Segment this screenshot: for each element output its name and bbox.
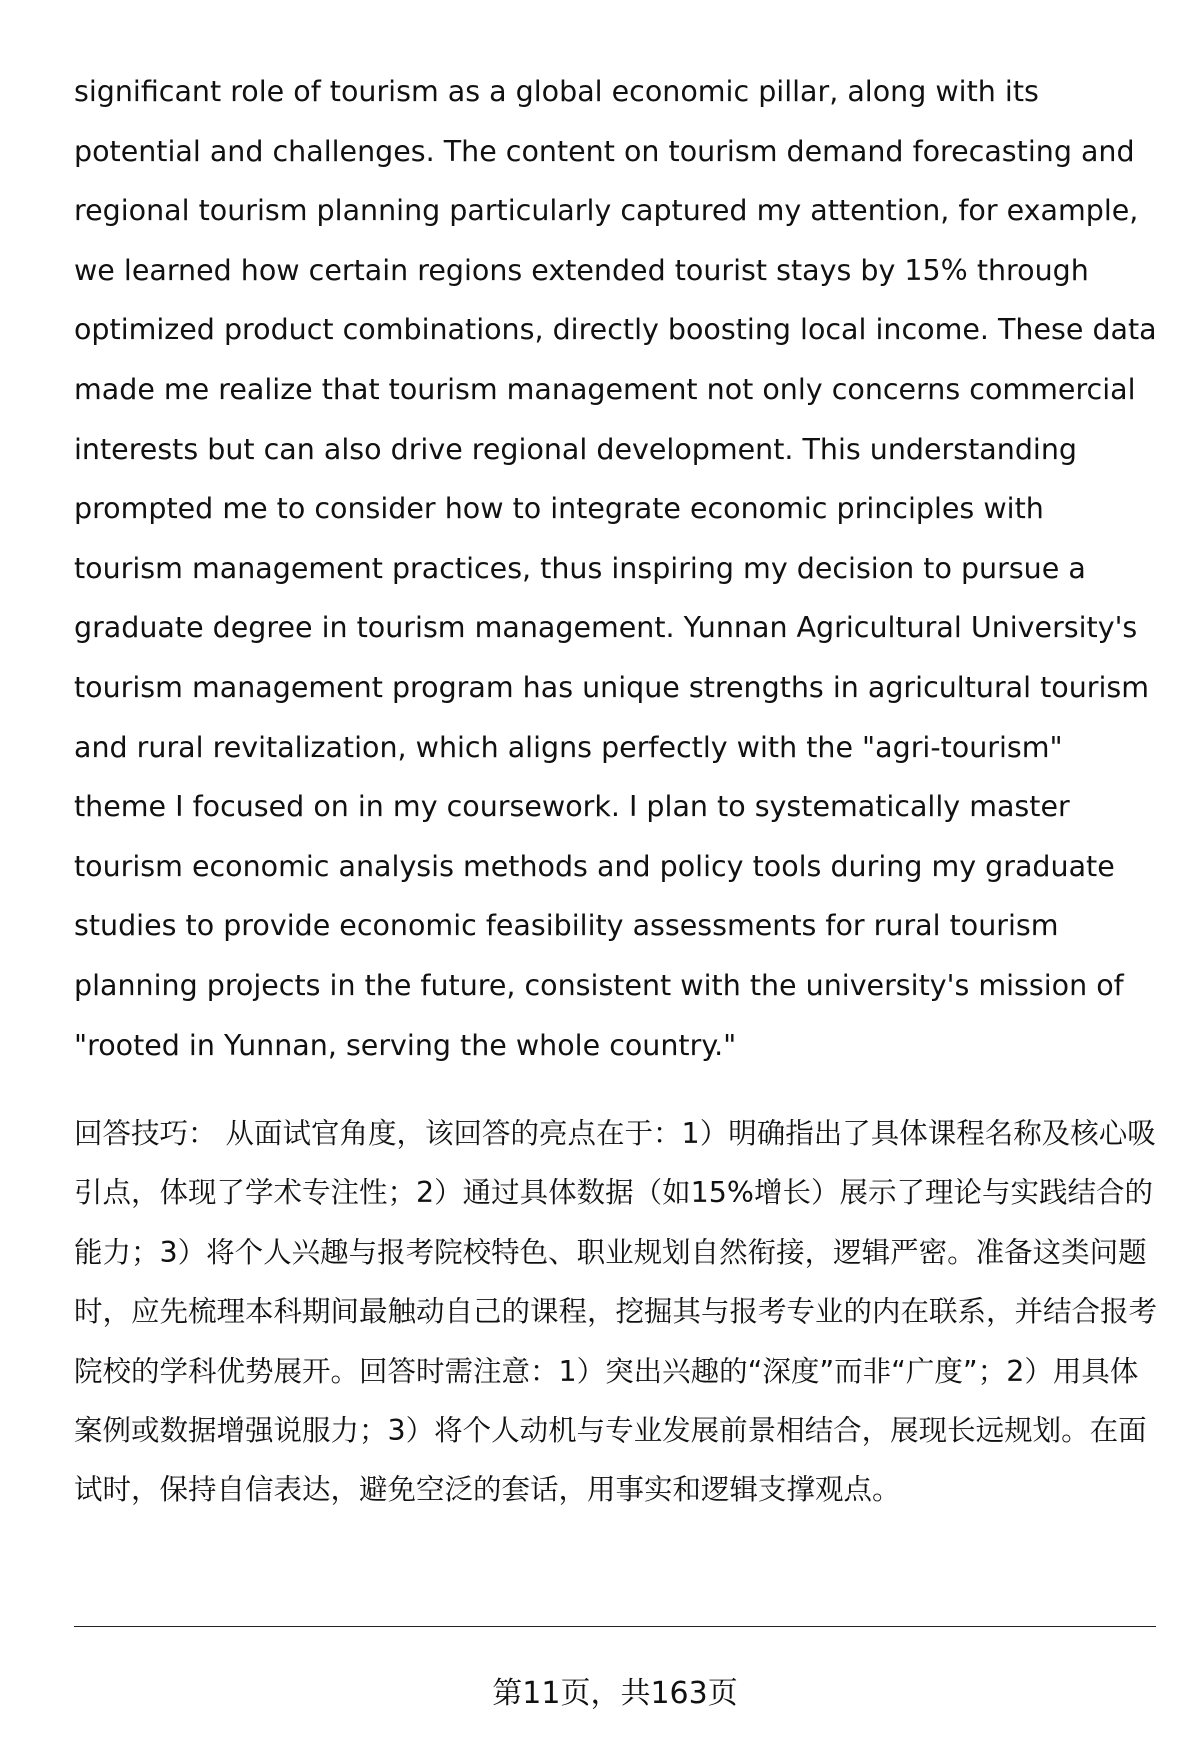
page-number: 第11页，共163页 (492, 1676, 738, 1711)
footer-divider (74, 1626, 1156, 1627)
body-paragraph: significant role of tourism as a global economic pillar, along with its potential and challenges. The content on tourism demand forecasting and regional tourism planning particularly captured my attention, for example, we learned how certain regions extended tourist stays by 15% through optimized product combinations, directly boosting local income. These data made me realize that tourism management not only concerns commercial interests but can also drive regional development. This understanding prompted me to consider how to integrate economic principles with tourism management practices, thus inspiring my decision to pursue a graduate degree in tourism management. Yunnan Agricultural University's tourism management program has unique strengths in agricultural tourism and rural revitalization, which aligns perfectly with the "agri-tourism" theme I focused on in my coursework. I plan to systematically master tourism economic analysis methods and policy tools during my graduate studies to provide economic feasibility assessments for rural tourism planning projects in the future, consistent with the university's mission of "rooted in Yunnan, serving the whole country." (74, 75, 1157, 1062)
answer-tips-paragraph: 回答技巧： 从面试官角度，该回答的亮点在于：1）明确指出了具体课程名称及核心吸引点，体现了学术专注性；2）通过具体数据（如15%增长）展示了理论与实践结合的能力；3）将个人兴趣与报考院校特色、职业规划自然衔接，逻辑严密。准备这类问题时，应先梳理本科期间最触动自己的课程，挖掘其与报考专业的内在联系，并结合报考院校的学科优势展开。回答时需注意：1）突出兴趣的“深度”而非“广度”；2）用具体案例或数据增强说服力；3）将个人动机与专业发展前景相结合，展现长远规划。在面试时，保持自信表达，避免空泛的套话，用事实和逻辑支撑观点。 (74, 1117, 1158, 1507)
